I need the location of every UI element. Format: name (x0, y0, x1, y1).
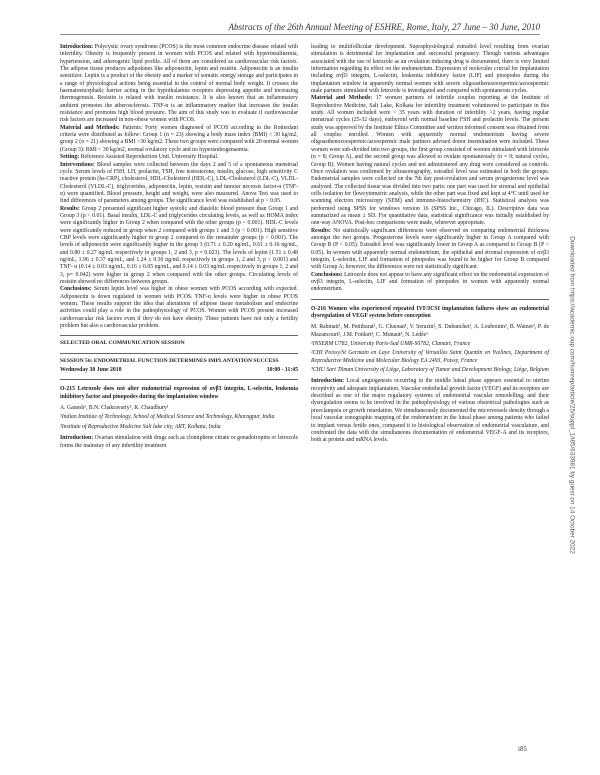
conclusions-text: Serum leptin level was higher in obese women with PCOS according with expected. Adiponectin is down regulated in women with PCOS. TNF-α levels were higher in obese PCOS women. These results support the idea that alterations of adipose tissue metabolism and endocrine activities could play a role in the pathophysiology of PCOS. Women with PCOS present increased cardiovascular risk factors even if they do not have obesity. These patients have not only a fertility problem but also a cardiovascular problem. (60, 286, 298, 330)
abstract-o216-authors: M. Rahmati¹, M. Petitbarat¹, G. Chaouat¹, V. Serazin², S. Dubanchet¹, A. Louboutin², B. Wainer², P. de Mazancourt², J.M. Foidart³, C. Munaut³, N. Lédée¹ (311, 324, 549, 338)
abstract-o215-affiliation-2: ²Institute of Reproductive Medicine Salt lake city, ART, Kolkata, India (60, 423, 221, 430)
abstract-o216-intro (311, 378, 549, 444)
interventions-text: Blood samples were collected between the days 2 and 5 of a spontaneous menstrual cycle. Serum levels of FSH, LH, prolactin, TSH, free testosterone, insulin, glucose, high sensitivity C reactive protein (hs-CRP), cholesterol, HDL-Cholesterol (HDL-C), LDL-Cholesterol (LDL-C), VLDL-Cholesterol (VLDL-C), triglycerides, adiponectin, leptin, resistin and tumour necrosis factor-α (TNF-α) were quantified. Blood pressure, height and weight, were also measured. Anova Test was used to find differences of parameters among groups. The significance level was established at p < 0.05. (60, 161, 298, 205)
o215-methods-label: Material and Methods: (311, 95, 373, 102)
abstract-o215-intro (60, 435, 298, 450)
section-divider (60, 335, 298, 336)
setting-label: Setting: (60, 154, 80, 161)
o215-conclusions-text: Letrozole does not appear to have any significant effect on the endometrial expression of αvβ3 integrin, L-selectin, LIF and formation of pinopodes in women with apparently normal endometrium. (311, 271, 549, 293)
abstract-divider (311, 299, 549, 300)
results-text: Group 2 presented significant higher systolic and diastolic blood pressure than Group 1 and Group 3 (p < 0.01). Basal insulin, LDL-C and triglycerides circulating levels, as well as HOMA index were significantly higher in Group 2 when compared with the other groups (p < 0.001). HDL-C levels were significantly reduced in group when 2 compared with groups 1 and 3 (p < 0.001). High sensitive CRP levels were significantly higher in group 2 compared to the remainder groups (p < 0.001). The levels of adiponectin were significantly higher in the group 3 (0.71 ± 0.20 ng/mL, 0.61 ± 0.16 ng/mL, and 0.80 ± 0.27 ng/mL respectively in groups 1, 2 and 3, p = 0.023). The levels of leptin (1.51 ± 0.48 ng/mL, 1.96 ± 0.37 ng/mL, and 1.24 ± 0.30 ng/mL respectively in groups 1, 2 and 3, p < 0.001) and TNF- α (0.14 ± 0.03 ng/mL, 0.16 ± 0.05 ng/mL, and 0.14 ± 0.03 ng/mL respectively in groups 1, 2 and 3, p= 0.042) were higher in group 2 when compared with the other groups. Circulating levels of resistin showed no differences between groups. (60, 205, 298, 285)
abstract-o216-affiliation-3: ³CHU Sart Tilman University of Liège, Laboratory of Tumor and Development Biology, Liège, Belgium (311, 367, 549, 374)
o215-conclusions-paragraph (311, 272, 549, 294)
abstract-o216-affiliation-1: ¹INSERM U782, University Paris-Sud UMR-S0782, Clamart, France (311, 341, 471, 348)
abstract-o215-authors: A. Ganesh¹, B.N. Chakravarty², K. Chaudhury¹ (60, 405, 169, 412)
methods-label: Material and Methods: (60, 124, 120, 131)
session-title: SESSION 56: ENDOMETRIAL FUNCTION DETERMINES IMPLANTATION SUCCESS (60, 357, 279, 364)
intro-paragraph (60, 44, 298, 125)
o215-methods-paragraph (311, 95, 549, 227)
intro-text: Polycystic ovary syndrome (PCOS) is the most common endocrine disease related with infertility. Obesity is frequently present in women with PCOS and related with hyperinsulinemia, hypertension, and atherogenic lipid profile. All of them are considered as cardiovascular risk factors. The adipose tissue produces adipokines like adiponectin, leptin and resistin. Adiponectin is an insulin sensitizer. Leptin is a product of the obesity and a marker of somatic energy storage and participates in a range of physiological actions being essential in the control of normal body weight. It crosses the haematoencephalic barrier acting in the hypothalamus receptors depressing appetite and increasing thermogenesis. Resistin is related with insulin resistance. It is also known that an inflammatory ambient promotes the atherosclerosis. TNF-α is an inflammatory marker that increases the insulin resistance and promotes high blood pressure. The aim of this study was to evaluate if cardiovascular risk factors are increased in non-obese women with PCOS. (60, 44, 298, 124)
setting-text: Reference Assisted Reproduction Unit. University Hospital. (80, 154, 219, 161)
methods-paragraph (60, 125, 298, 154)
abstract-o216-intro-label: Introduction: (311, 378, 345, 385)
o215-continued-text: leading to multifollicular development. Supraphysiological estradiol level resulting from ovarian stimulation is detrimental for implantation and successful pregnancy. Though various advantages associated with the use of letrozole as an ovulation inducing drug is documented, there is very limited information regarding its effect on the endometrium. Expression of molecules crucial for implantation including αvβ3 integrin, L-selectin, leukemia inhibitory factor (LIF) and pinopodes during the implantation window in apparently normal women with severe oligoasthenozoospermic/azoospermic male partners stimulated with letrozole is investigated and compared with spontaneous cycles. (311, 44, 549, 95)
o215-conclusions-label: Conclusions: (311, 271, 343, 278)
left-column (60, 44, 298, 450)
setting-paragraph (60, 154, 298, 161)
page-number: i85 (518, 745, 527, 753)
abstract-o215-affiliation-1: ¹Indian Institute of Technology, School of Medical Science and Technology, Kharagpur, India (60, 414, 275, 421)
conclusions-paragraph (60, 286, 298, 330)
o215-results-label: Results: (311, 227, 331, 234)
o215-methods-text: 17 women partners of infertile couples reporting at the Institute of Reproductive Medicine, Salt Lake, Kolkata for infertility treatment volunteered to participate in this study. All women included were < 35 years with duration of infertility >2 years, having regular menstrual cycles (25-32 days), euthyroid with normal baseline FSH and prolactin levels. The present study was approved by the Institute Ethics Committee and written informed consent was obtained from all couples enrolled. Women with apparently normal endometrium having severe oligoasthenozoospermic/azoospermic male partners advised donor insemination were included. These women were sub-divided into two groups, the first group consisted of women stimulated with letrozole (n = 8; Group A), and the second group was allowed to ovulate spontaneously (n = 9; natural cycles, Group B). Women having natural cycles and not administered any drug were considered as controls. Once ovulation was confirmed by ultrasonography, estradiol level was estimated in both the groups. Endometrial samples were collected on the 7th day post-ovulation and serum progesterone level was analyzed. The collected tissue was divided into two parts: one part was used for stromal and epithelial cells isolation for flowcytometric analysis, while the other part was fixed and kept at 4°C until used for scanning electron microscopy (SEM) and immuno-histochemistry (IHC). Statistical analysis was performed using SPSS for windows version 16 (SPSS Inc., Chicago, IL). Descriptive data was summarized as mean ± SD. For quantitative data, statistical significance was initially established by one-way ANOVA. Post-hoc comparisons were made, wherever appropriate. (311, 95, 550, 227)
interventions-paragraph (60, 162, 298, 206)
abstract-o215-title: O-215 Letrozole does not alter endometrial expression of αvβ3 integrin, L-selectin, leukemia inhibitory factor and pinopodes during the implantation window (60, 386, 298, 400)
methods-text: Patients: Forty women diagnosed of PCOS according to the Rotterdam criteria were distributed as follow: Group 1 (n = 23) showing a body mass index (BMI) < 30 kg/m2, group 2 (n = 21) showing a BMI >30 kg/m2. These two groups were compared with 20 normal women (Group 3): BMI < 30 kg/m2, normal ovulatory cycle and no hyperandrogenaemia. (60, 124, 299, 153)
intro-label: Introduction: (60, 44, 94, 50)
conclusions-label: Conclusions: (60, 286, 92, 293)
abstract-o216-affiliation-2: ²CHI Poissy/St Germain en Laye University of Versailles Saint Quentin en Yvelines, Department of Reproductive Medicine and Molecular Biology EA 2493, Poissy, France (311, 350, 549, 364)
session-schedule (60, 367, 298, 374)
running-header: Abstracts of the 26th Annual Meeting of ESHRE, Rome, Italy, 27 June – 30 June, 2010 (60, 22, 540, 35)
interventions-label: Interventions: (60, 161, 95, 168)
abstract-o216-intro-text: Local angiogenesis occurring in the middle luteal phase appears essential to uterine receptivity and adequate implantation. Vascular endothelial growth factor (VEGF) and its receptors are described as one of the major regulatory systems of endometrial vascular remodelling, and their dysregulation seems to be involved in the pathophysiology of various obstetrical pathologies such as preeclampsia or growth retardation. We simultaneously documented the microvessels density through a local vascular sonographic mapping of the endometrium in the luteal phase among patients who failed to implant versus fertile ones, compared it to histological observation of endometrial vasculature, and confronted the data with the simultaneous documentation of endometrial VEGF-A and its receptors, both at protein and mRNA levels. (311, 378, 550, 444)
section-divider-2 (60, 353, 298, 354)
abstract-o215-intro-text: Ovarian stimulation with drugs such as clomiphene citrate or gonadotropins or letrozole forms the mainstay of any infertility treatment (60, 435, 298, 449)
right-column (311, 44, 549, 445)
results-paragraph (60, 206, 298, 287)
o215-results-text: No statistically significant differences were observed on comparing endometrial thickness amongst the two groups. Progesterone levels were significantly higher in Group A compared with Group B (P < 0.05). Estradiol level was significantly lower in Group A as compared to Group B (P < 0.05). In women with apparently normal endometrium, the epithelial and stromal expression of αvβ3 integrin, L-selectin, LIF and formation of pinopodes was found to be higher for Group B compared with Group A; however, the differences were not statistically significant. (311, 227, 549, 271)
results-label: Results: (60, 205, 80, 212)
session-time: 10:00 - 11:45 (266, 367, 298, 374)
session-date: Wednesday 30 June 2010 (60, 367, 122, 374)
download-watermark-text: Downloaded from https://academic.oup.com/humrep/article/25/suppl_1/i85/633981 by guest on 14 October 2022 (568, 236, 576, 554)
session-divider (60, 379, 298, 380)
o215-results-paragraph (311, 228, 549, 272)
abstract-o216-title: O-216 Women who experienced repeated IVF/ICSI implantation failures show an endometrial dysregulation of VEGF system before conception (311, 305, 549, 320)
section-title: SELECTED ORAL COMMUNICATION SESSION (60, 340, 185, 347)
abstract-o215-intro-label: Introduction: (60, 435, 94, 442)
